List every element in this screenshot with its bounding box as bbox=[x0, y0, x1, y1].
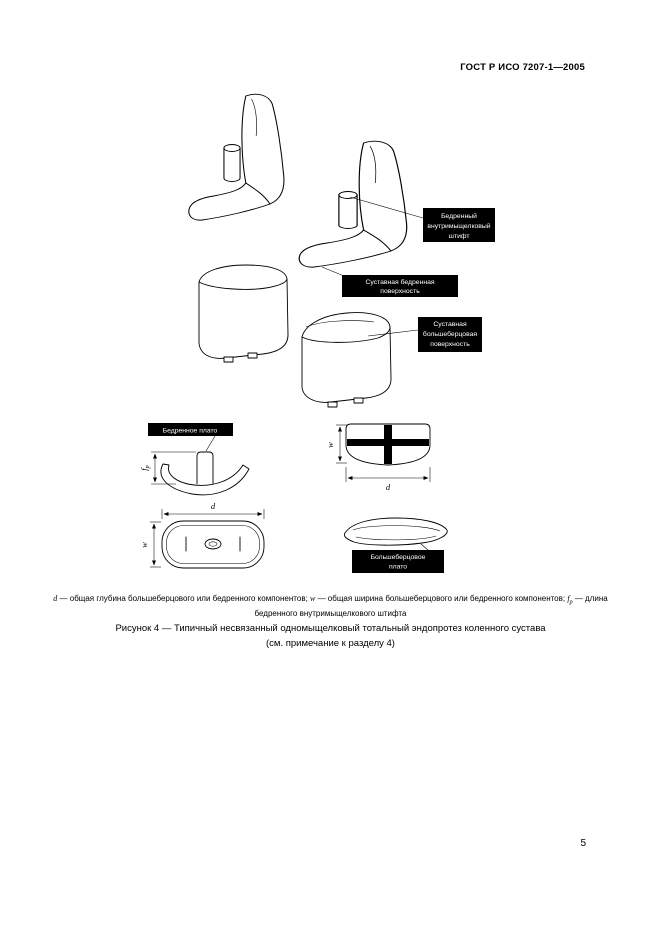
peg-base bbox=[224, 178, 240, 182]
figure-4-drawing bbox=[0, 85, 661, 585]
legend-w-text: — общая ширина большеберцового или бедренного компонентов; bbox=[315, 594, 568, 603]
tibial-block bbox=[302, 313, 391, 403]
callout-femoral-plateau bbox=[148, 423, 233, 451]
dimension-label-d: d bbox=[385, 482, 391, 492]
figure-caption-line1: Рисунок 4 — Типичный несвязанный одномыщелковый тотальный эндопротез коленного сустава bbox=[115, 623, 546, 634]
callout-tibial-plateau-line2: плато bbox=[388, 563, 408, 571]
peg-top bbox=[224, 145, 240, 152]
tibial-block bbox=[199, 265, 288, 358]
callout-tibial-plateau-line1: Большеберцовое bbox=[370, 554, 426, 561]
callout-femoral-pin-line3: штифт bbox=[448, 233, 470, 240]
femoral-component-back bbox=[299, 141, 406, 267]
callout-tibial-articular-line3: поверхность bbox=[430, 341, 470, 348]
callout-femoral-articular bbox=[322, 267, 458, 297]
femoral-silhouette bbox=[299, 141, 406, 267]
peg-profile bbox=[197, 452, 213, 484]
keel-hole-outer bbox=[205, 539, 221, 549]
sideview-outline bbox=[344, 518, 447, 545]
tibial-insert-left bbox=[199, 265, 288, 362]
femoral-silhouette bbox=[189, 94, 284, 220]
leader-line bbox=[421, 544, 429, 551]
callout-femoral-articular-line1: Суставная бедренная bbox=[365, 279, 435, 286]
tibial-notch bbox=[224, 357, 233, 362]
femoral-component-topview bbox=[346, 424, 430, 465]
leader-line bbox=[322, 267, 344, 276]
peg-base bbox=[339, 225, 357, 229]
tibial-plateau-topview bbox=[162, 521, 264, 568]
plateau-d-dimension bbox=[162, 501, 264, 519]
dimension-label-fp: $f_p$ bbox=[139, 465, 151, 471]
leader-line bbox=[206, 436, 215, 451]
dimension-label-w: w bbox=[139, 542, 149, 548]
figure-caption bbox=[0, 622, 661, 651]
callout-tibial-articular-line1: Суставная bbox=[433, 321, 467, 328]
callout-tibial-articular-line2: большеберцовая bbox=[422, 331, 478, 338]
callout-femoral-pin-line1: Бедренный bbox=[441, 213, 477, 220]
tibial-insert-right bbox=[302, 313, 391, 407]
tibial-plateau-sideview bbox=[344, 518, 447, 545]
legend-var-d: d bbox=[53, 594, 58, 603]
legend-var-fp: $f_p$ bbox=[567, 594, 573, 606]
femoral-plateau-profile bbox=[161, 452, 249, 495]
callout-tibial-plateau bbox=[352, 544, 444, 573]
figure-legend bbox=[48, 593, 613, 620]
topview-d-dimension bbox=[346, 467, 430, 492]
legend-var-w: w bbox=[310, 594, 316, 603]
dimension-label-d: d bbox=[210, 501, 216, 511]
tibial-notch bbox=[354, 398, 363, 403]
tibial-notch bbox=[328, 402, 337, 407]
legend-fp-text: — длина бедренного внутримыщелкового штифта bbox=[254, 594, 608, 618]
femoral-component-front bbox=[189, 94, 284, 220]
callout-femoral-plateau-line1: Бедренное плато bbox=[162, 427, 218, 435]
cross-horizontal-bar bbox=[347, 439, 429, 446]
figure-caption-line2: (см. примечание к разделу 4) bbox=[266, 637, 395, 649]
callout-femoral-articular-line2: поверхность bbox=[380, 288, 420, 295]
peg-top bbox=[339, 192, 357, 199]
legend-d-text: — общая глубина большеберцового или бедренного компонентов; bbox=[57, 594, 311, 603]
page-number: 5 bbox=[580, 838, 586, 849]
topview-w-dimension bbox=[325, 425, 347, 463]
document-code-header: ГОСТ Р ИСО 7207-1—2005 bbox=[460, 62, 585, 73]
dimension-label-w: w bbox=[325, 442, 335, 448]
plateau-w-dimension bbox=[139, 522, 161, 567]
callout-femoral-pin-line2: внутримыщелковый bbox=[427, 223, 491, 230]
tibial-notch bbox=[248, 353, 257, 358]
